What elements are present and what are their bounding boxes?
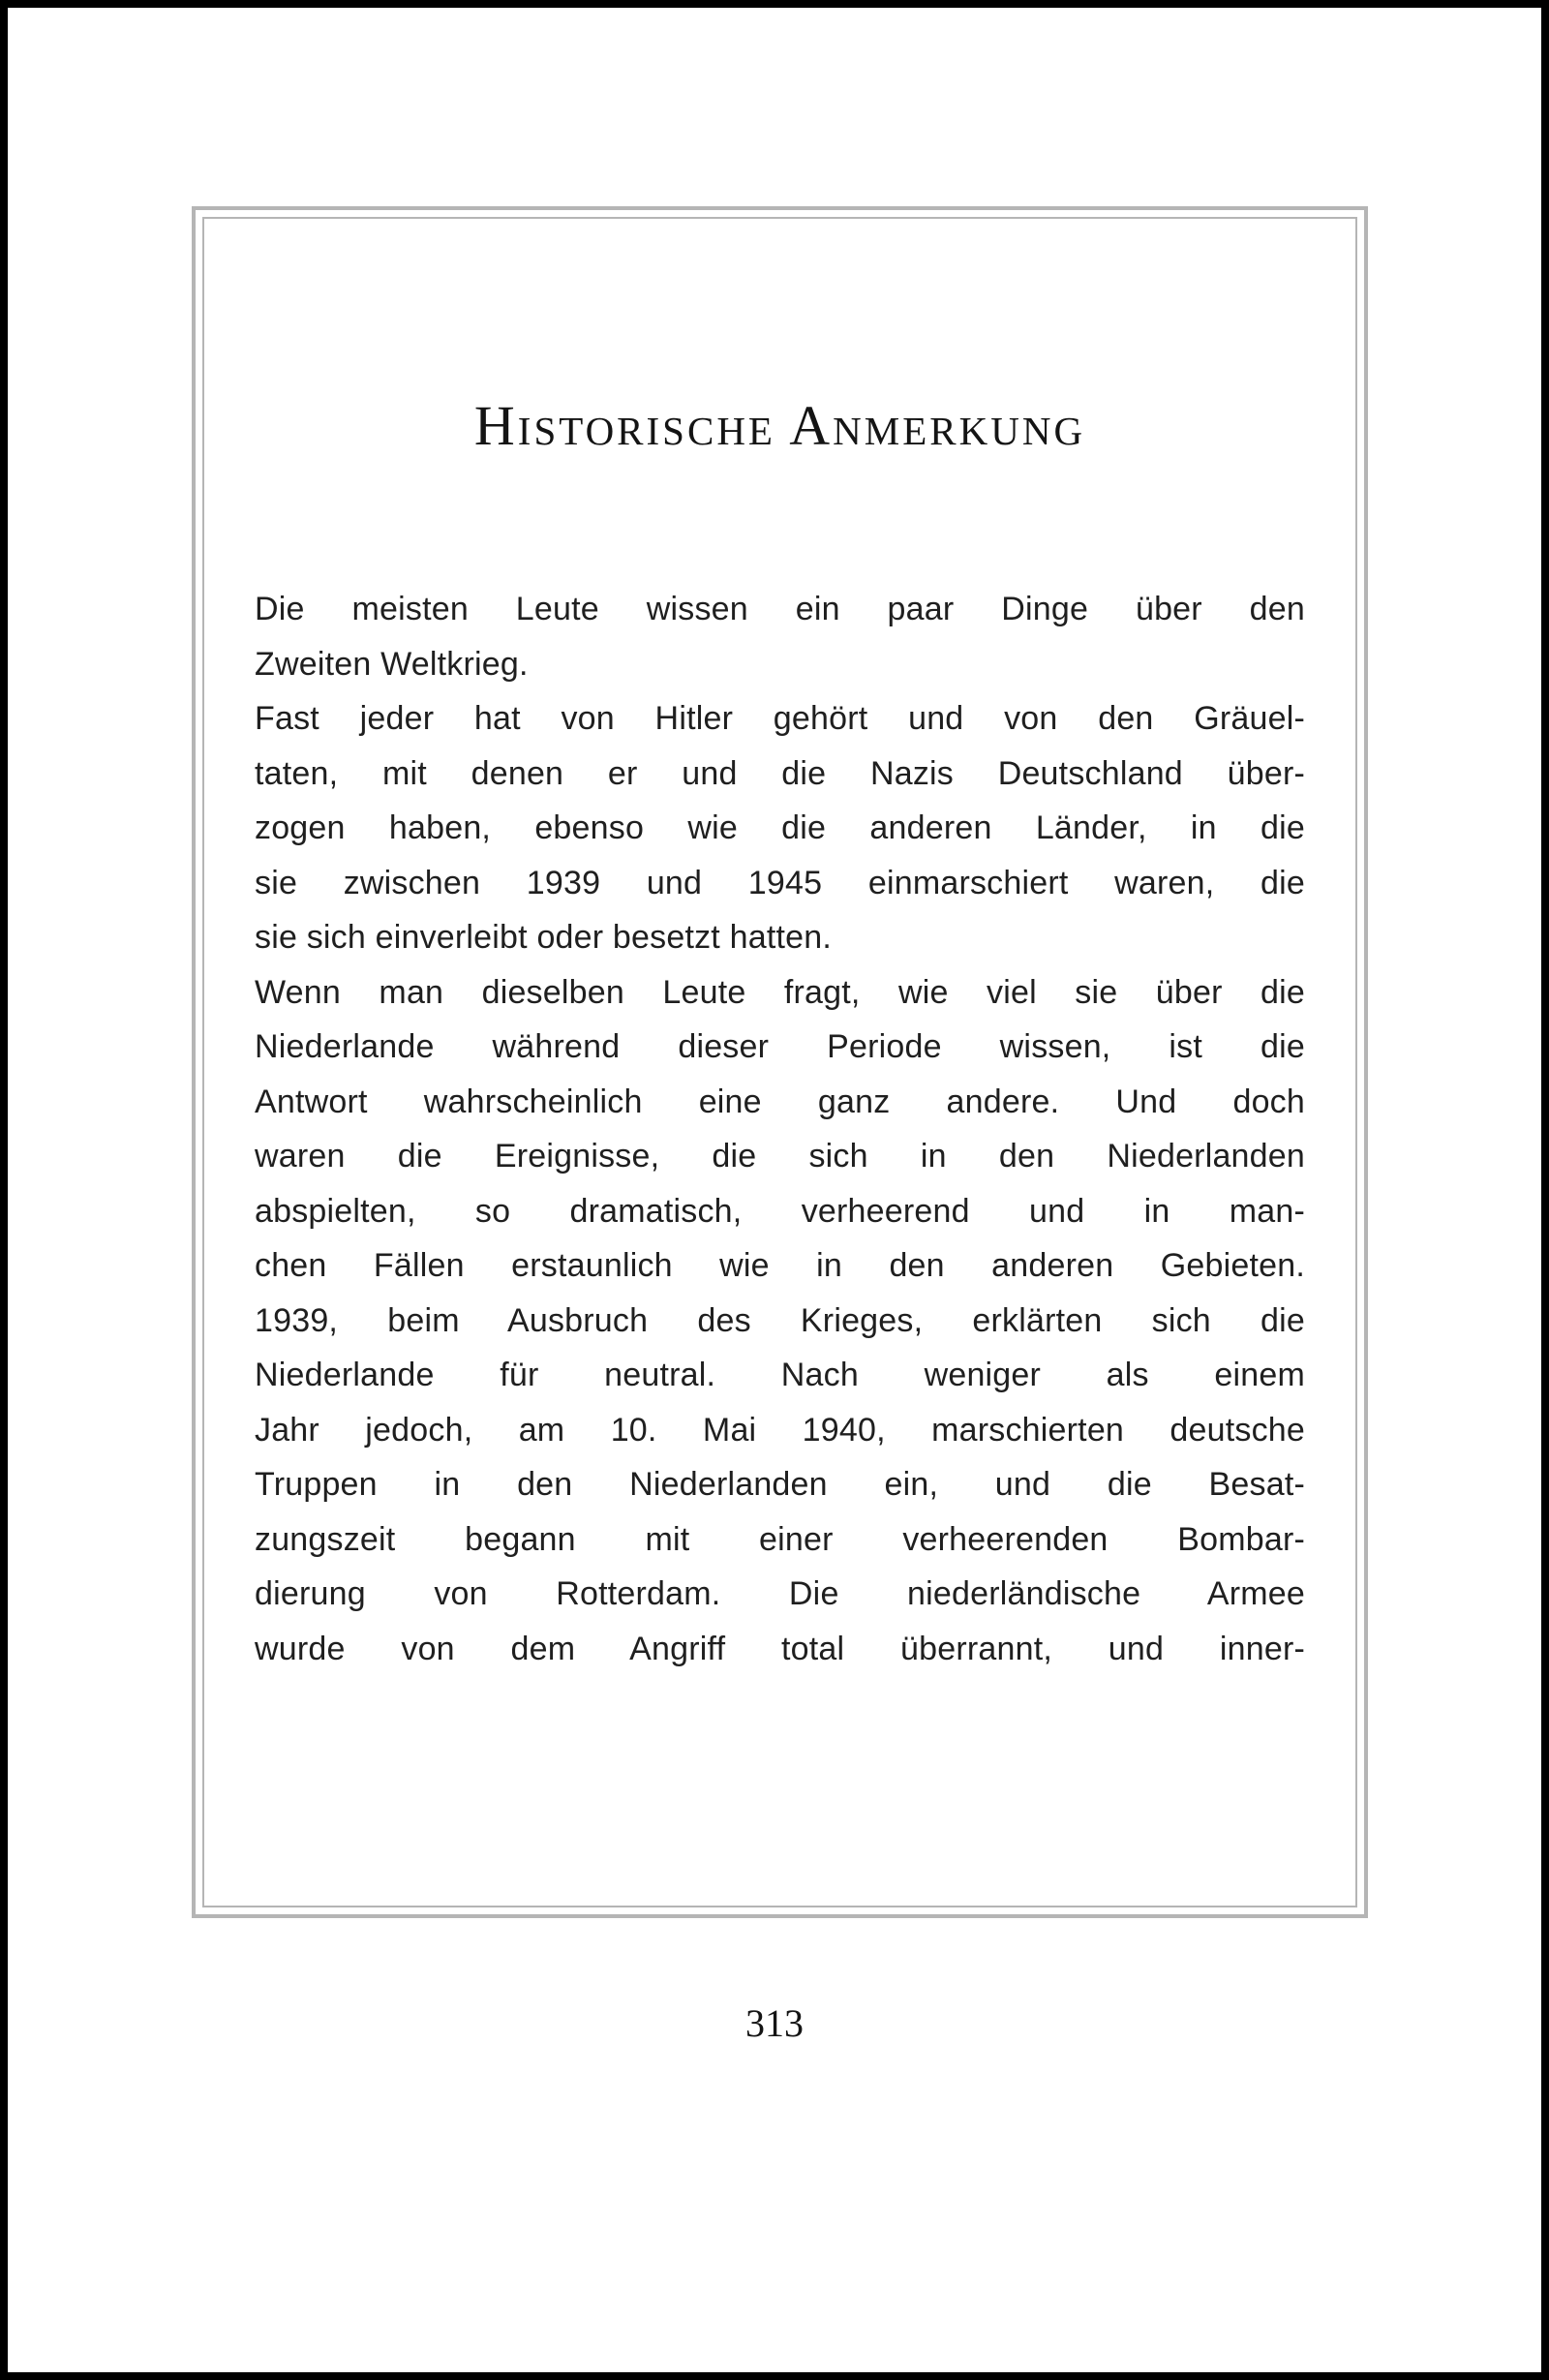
text-line: waren die Ereignisse, die sich in den Niederlanden [255, 1138, 1305, 1175]
chapter-title: Historische Anmerkung [473, 394, 1086, 457]
text-line: Truppen in den Niederlanden ein, und die Besat- [255, 1466, 1305, 1503]
page-number: 313 [745, 2001, 804, 2045]
text-line: Fast jeder hat von Hitler gehört und von den Gräuel- [255, 700, 1305, 737]
decorative-frame-inner [202, 217, 1357, 1907]
text-line: Jahr jedoch, am 10. Mai 1940, marschierten deutsche [255, 1411, 1305, 1449]
text-line: Die meisten Leute wissen ein paar Dinge über den [255, 591, 1305, 627]
text-line: wurde von dem Angriff total überrannt, und inner- [255, 1630, 1305, 1667]
text-line: Niederlande während dieser Periode wissen, ist die [255, 1028, 1305, 1065]
body-text [255, 582, 1305, 1676]
decorative-frame [192, 206, 1368, 1918]
text-line: taten, mit denen er und die Nazis Deutschland über- [255, 754, 1305, 792]
text-line: Niederlande für neutral. Nach weniger als einem [255, 1357, 1305, 1393]
text-line: dierung von Rotterdam. Die niederländische Armee [255, 1575, 1305, 1612]
text-line: Antwort wahrscheinlich eine ganz andere. Und doch [255, 1083, 1305, 1120]
text-line: zogen haben, ebenso wie die anderen Länder, in die [255, 809, 1305, 846]
text-line: abspielten, so dramatisch, verheerend und in man- [255, 1192, 1305, 1230]
text-line: Wenn man dieselben Leute fragt, wie viel sie über die [255, 973, 1305, 1011]
text-line: chen Fällen erstaunlich wie in den anderen Gebieten. [255, 1247, 1305, 1284]
text-line: sie sich einverleibt oder besetzt hatten. [255, 919, 832, 956]
text-line: zungszeit begann mit einer verheerenden Bombar- [255, 1520, 1305, 1558]
text-line: Zweiten Weltkrieg. [255, 645, 529, 683]
text-line: 1939, beim Ausbruch des Krieges, erklärten sich die [255, 1301, 1305, 1339]
text-line: sie zwischen 1939 und 1945 einmarschiert waren, die [255, 864, 1305, 901]
